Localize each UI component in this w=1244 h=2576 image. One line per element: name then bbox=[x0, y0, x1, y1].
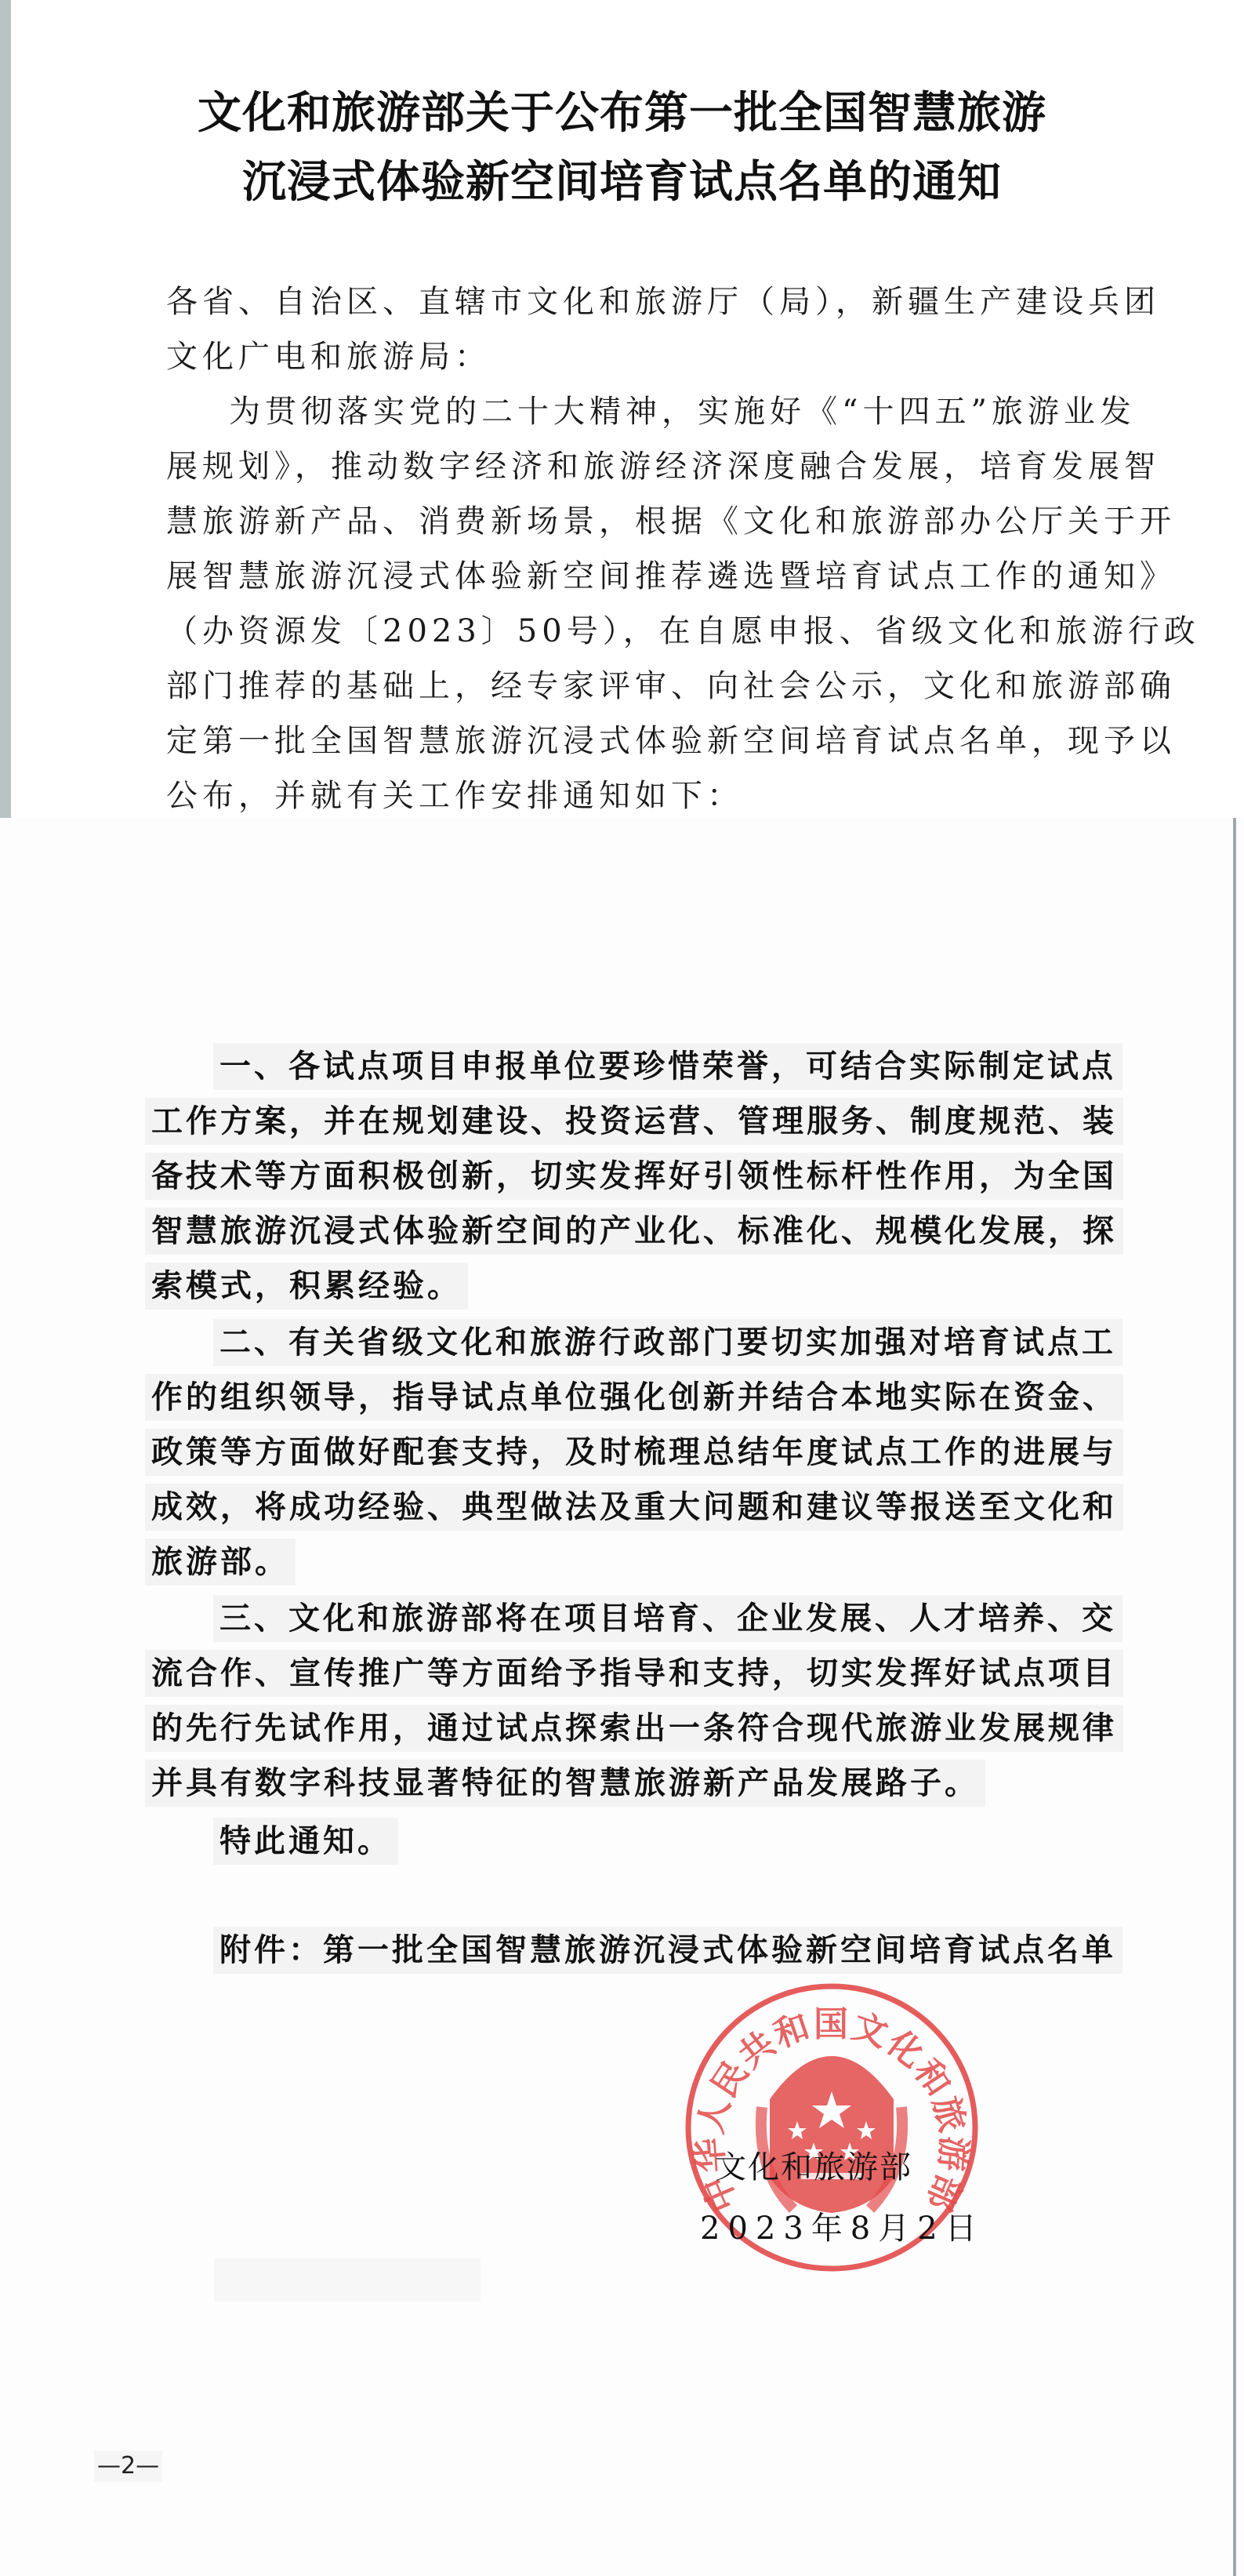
intro-line: 为贯彻落实党的二十大精神，实施好《“十四五”旅游业发 bbox=[229, 394, 1136, 430]
intro-line: 展智慧旅游沉浸式体验新空间推荐遴选暨培育试点工作的通知》 bbox=[166, 558, 1176, 594]
section2-line: 成效，将成功经验、典型做法及重大问题和建议等报送至文化和 bbox=[145, 1484, 1123, 1531]
section1-line: 备技术等方面积极创新，切实发挥好引领性标杆性作用，为全国 bbox=[145, 1153, 1123, 1200]
intro-line: 定第一批全国智慧旅游沉浸式体验新空间培育试点名单，现予以 bbox=[166, 723, 1176, 759]
section1-line: 索模式，积累经验。 bbox=[145, 1263, 468, 1310]
intro-line: 部门推荐的基础上，经专家评审、向社会公示，文化和旅游部确 bbox=[166, 668, 1176, 704]
salutation-line: 文化广电和旅游局： bbox=[166, 339, 491, 375]
intro-line: 展规划》，推动数字经济和旅游经济深度融合发展，培育发展智 bbox=[166, 449, 1160, 485]
intro-line: 慧旅游新产品、消费新场景，根据《文化和旅游部办公厅关于开 bbox=[166, 503, 1176, 540]
document-title-line-1: 文化和旅游部关于公布第一批全国智慧旅游 bbox=[198, 88, 1046, 139]
svg-text:中华人民共和国文化和旅游部: 中华人民共和国文化和旅游部 bbox=[689, 2004, 974, 2218]
intro-line: （办资源发〔2023〕50号），在自愿申报、省级文化和旅游行政 bbox=[166, 613, 1200, 649]
section3-line: 并具有数字科技显著特征的智慧旅游新产品发展路子。 bbox=[145, 1760, 985, 1807]
section3-line: 流合作、宣传推广等方面给予指导和支持，切实发挥好试点项目 bbox=[145, 1650, 1123, 1697]
section1-line: 一、各试点项目申报单位要珍惜荣誉，可结合实际制定试点 bbox=[213, 1043, 1123, 1090]
attachment-line: 附件：第一批全国智慧旅游沉浸式体验新空间培育试点名单 bbox=[213, 1927, 1123, 1974]
page-number: —2— bbox=[94, 2451, 162, 2482]
page-upper-section bbox=[0, 0, 1244, 818]
section2-line: 作的组织领导，指导试点单位强化创新并结合本地实际在资金、 bbox=[145, 1374, 1123, 1421]
section2-line: 政策等方面做好配套支持，及时梳理总结年度试点工作的进展与 bbox=[145, 1429, 1123, 1476]
section1-line: 智慧旅游沉浸式体验新空间的产业化、标准化、规模化发展，探 bbox=[145, 1208, 1123, 1255]
intro-line: 公布，并就有关工作安排通知如下： bbox=[166, 778, 743, 814]
section2-line: 二、有关省级文化和旅游行政部门要切实加强对培育试点工 bbox=[213, 1319, 1123, 1366]
redacted-block bbox=[214, 2258, 481, 2302]
document-title-line-2: 沉浸式体验新空间培育试点名单的通知 bbox=[242, 157, 1002, 208]
signature-date: 2023年8月2日 bbox=[700, 2211, 985, 2247]
section1-line: 工作方案，并在规划建设、投资运营、管理服务、制度规范、装 bbox=[145, 1098, 1123, 1145]
salutation-line: 各省、自治区、直辖市文化和旅游厅（局），新疆生产建设兵团 bbox=[166, 284, 1160, 320]
scan-page-edge bbox=[1233, 818, 1236, 2576]
signature-organization: 文化和旅游部 bbox=[715, 2149, 912, 2185]
closing-line: 特此通知。 bbox=[213, 1818, 398, 1865]
section3-line: 的先行先试作用，通过试点探索出一条符合现代旅游业发展规律 bbox=[145, 1705, 1123, 1752]
section2-line: 旅游部。 bbox=[145, 1539, 296, 1586]
section3-line: 三、文化和旅游部将在项目培育、企业发展、人才培养、交 bbox=[213, 1595, 1123, 1642]
